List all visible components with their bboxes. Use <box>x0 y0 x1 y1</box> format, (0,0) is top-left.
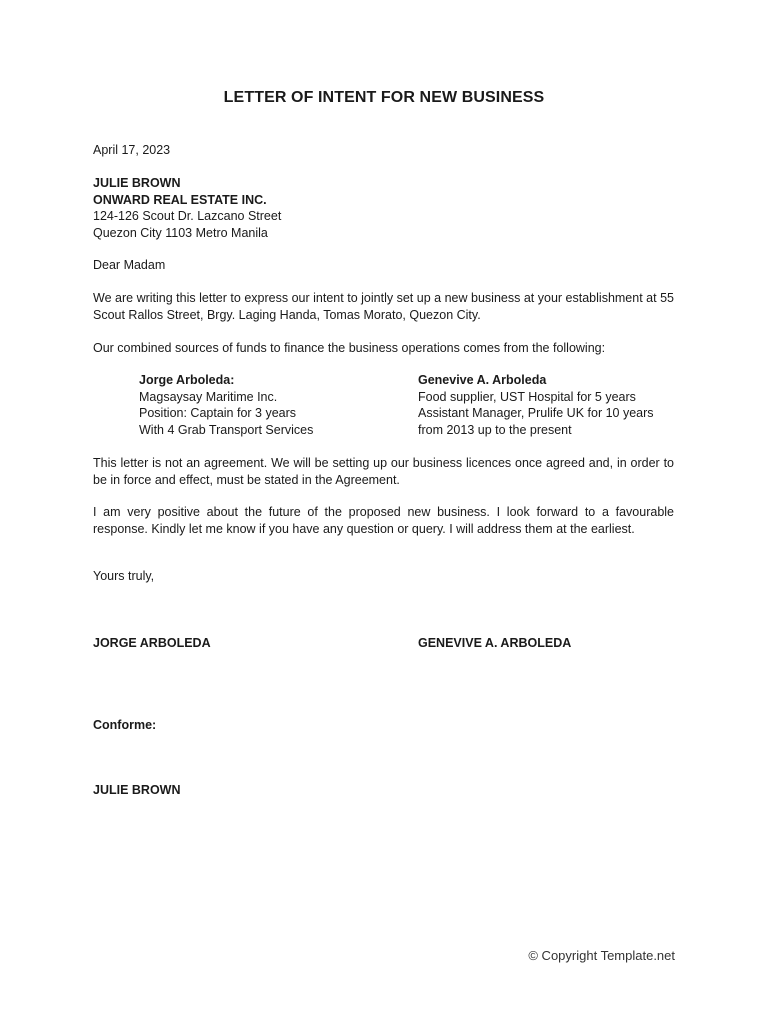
recipient-name: JULIE BROWN <box>93 176 181 190</box>
funder-detail: With 4 Grab Transport Services <box>139 422 314 437</box>
paragraph-agreement: This letter is not an agreement. We will be setting up our business licences once agreed and, in order to be in force and effect, must be stated in the Agreement. <box>93 456 674 487</box>
letter-date: April 17, 2023 <box>93 143 171 157</box>
valediction: Yours truly, <box>93 569 155 583</box>
recipient-company: ONWARD REAL ESTATE INC. <box>93 192 267 207</box>
funder-detail: Position: Captain for 3 years <box>139 406 297 420</box>
funder-detail: from 2013 up to the present <box>418 422 572 437</box>
signatory-genevive: GENEVIVE A. ARBOLEDA <box>418 636 572 650</box>
paragraph-closing: I am very positive about the future of the proposed new business. I look forward to a favourable response. Kindly let me know if you have any question or query. I will address them at the earliest. <box>93 505 674 536</box>
conforme-label: Conforme: <box>93 718 157 732</box>
paragraph-intro: We are writing this letter to express our intent to jointly set up a new business at your establishment at 55 Scout Rallos Street, Brgy. Laging Handa, Tomas Morato, Quezon City. <box>93 291 674 322</box>
signatory-jorge: JORGE ARBOLEDA <box>93 636 211 650</box>
funder-detail: Magsaysay Maritime Inc. <box>139 389 278 404</box>
recipient-address-line2: Quezon City 1103 Metro Manila <box>93 225 268 240</box>
conforme-name: JULIE BROWN <box>93 783 181 797</box>
letter-title: LETTER OF INTENT FOR NEW BUSINESS <box>223 89 545 106</box>
funder-name: Genevive A. Arboleda <box>418 373 547 387</box>
paragraph-funds: Our combined sources of funds to finance the business operations comes from the following: <box>93 341 606 355</box>
recipient-address-line1: 124-126 Scout Dr. Lazcano Street <box>93 209 282 223</box>
funder-jorge <box>139 372 313 438</box>
recipient-block <box>93 175 281 241</box>
copyright-footer: © Copyright Template.net <box>528 948 675 963</box>
funder-detail: Food supplier, UST Hospital for 5 years <box>418 389 636 404</box>
salutation: Dear Madam <box>93 258 166 272</box>
funder-name: Jorge Arboleda: <box>139 373 235 387</box>
funder-detail: Assistant Manager, Prulife UK for 10 years <box>418 406 654 420</box>
funder-genevive <box>418 372 654 438</box>
